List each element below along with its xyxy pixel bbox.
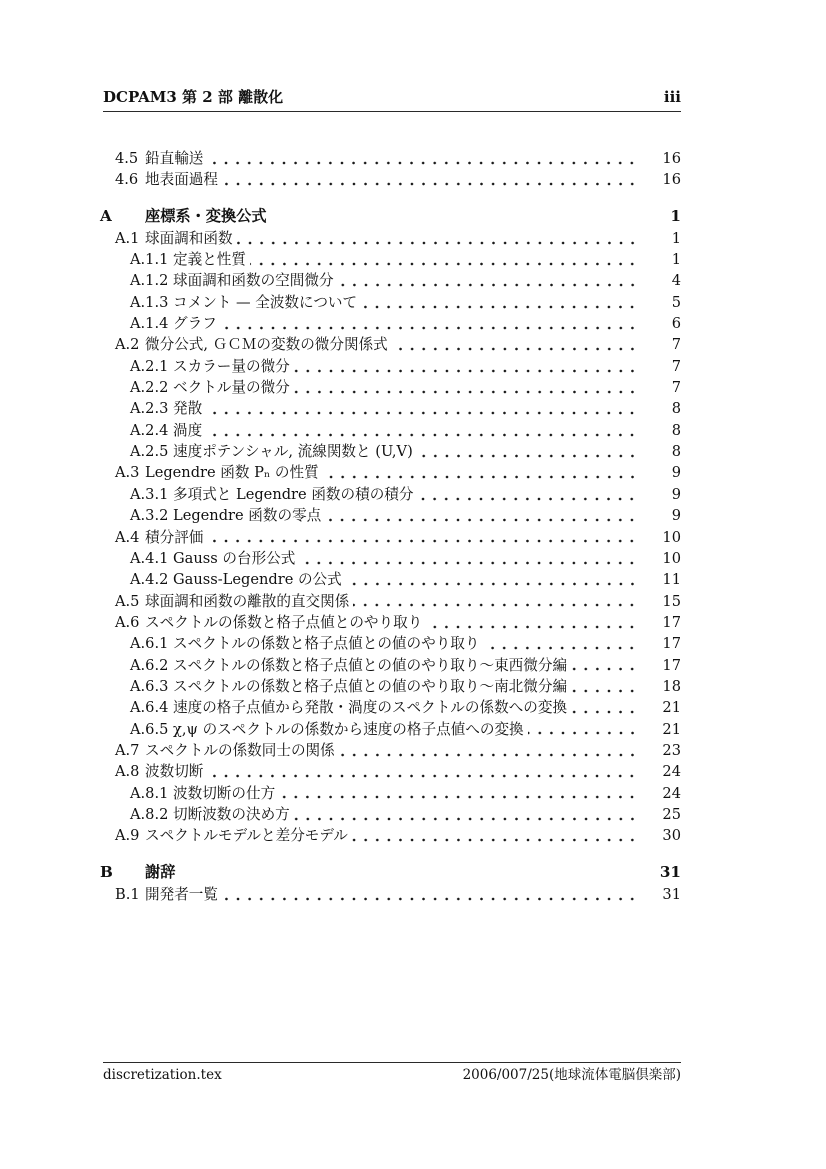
toc-entry[interactable] xyxy=(100,655,681,676)
toc-entry-title: χ,ψ のスペクトルの係数から速度の格子点値への変換 xyxy=(173,720,524,738)
toc-entry-number: 4.6 xyxy=(115,171,139,189)
toc-dot-leader-icon xyxy=(222,884,639,905)
toc-entry-number: A.5 xyxy=(115,592,140,610)
toc-dot-leader-icon xyxy=(571,697,639,718)
toc-entry-number: A.9 xyxy=(115,827,140,845)
toc-entry[interactable] xyxy=(100,676,681,697)
toc-dot-leader-icon xyxy=(250,249,639,270)
toc-entry[interactable] xyxy=(100,270,681,291)
toc-dot-leader-icon xyxy=(294,356,639,377)
toc-dot-leader-icon xyxy=(179,861,639,884)
toc-dot-leader-icon xyxy=(294,804,639,825)
toc-entry-page: 30 xyxy=(662,827,681,845)
toc-entry-title: 謝辞 xyxy=(145,862,176,881)
toc-entry[interactable] xyxy=(100,884,681,905)
toc-dot-leader-icon xyxy=(206,420,639,441)
toc-entry-page: 31 xyxy=(659,862,681,881)
toc-entry-title: 切断波数の決め方 xyxy=(173,805,290,823)
toc-entry-page: 7 xyxy=(671,357,681,375)
toc-entry-page: 5 xyxy=(671,293,681,311)
toc-entry-page: 8 xyxy=(671,443,681,461)
toc-entry-page: 17 xyxy=(662,613,681,631)
toc-entry-number: A.2.2 xyxy=(130,379,169,397)
toc-entry-number: A.3.2 xyxy=(130,507,169,525)
toc-entry[interactable] xyxy=(100,249,681,270)
toc-entry[interactable] xyxy=(100,334,681,355)
toc-entry-number: A.4.2 xyxy=(130,571,169,589)
toc-entry-page: 9 xyxy=(671,464,681,482)
toc-entry[interactable] xyxy=(100,740,681,761)
toc-dot-leader-icon xyxy=(221,313,639,334)
toc-entry[interactable] xyxy=(100,398,681,419)
toc-entry-page: 31 xyxy=(662,885,681,903)
toc-entry[interactable] xyxy=(100,697,681,718)
toc-entry[interactable] xyxy=(100,441,681,462)
toc-entry[interactable] xyxy=(100,804,681,825)
toc-entry-title: 地表面過程 xyxy=(145,171,218,189)
toc-entry[interactable] xyxy=(100,169,681,190)
toc-entry-number: A.7 xyxy=(115,741,140,759)
toc-entry[interactable] xyxy=(100,591,681,612)
toc-entry[interactable] xyxy=(100,205,681,228)
toc-dot-leader-icon xyxy=(299,548,639,569)
toc-entry-title: 積分評価 xyxy=(145,528,204,546)
toc-entry-number: A.1 xyxy=(115,229,140,247)
toc-entry[interactable] xyxy=(100,569,681,590)
toc-entry[interactable] xyxy=(100,761,681,782)
toc-dot-leader-icon xyxy=(294,377,639,398)
toc-entry-page: 8 xyxy=(671,421,681,439)
toc-entry-title: 多項式と Legendre 函数の積の積分 xyxy=(173,485,414,503)
toc-entry-number: A.6.5 xyxy=(130,720,169,738)
toc-entry-number: 4.5 xyxy=(115,150,139,167)
toc-entry-title: 球面調和函数 xyxy=(145,229,233,247)
toc-entry-number: A.2.4 xyxy=(130,421,169,439)
toc-entry-page: 18 xyxy=(662,677,681,695)
toc-dot-leader-icon xyxy=(339,740,639,761)
toc-entry-page: 7 xyxy=(671,379,681,397)
toc-entry-number: A.1.1 xyxy=(130,251,169,269)
toc-entry-page: 9 xyxy=(671,507,681,525)
toc-entry[interactable] xyxy=(100,505,681,526)
toc-entry-page: 21 xyxy=(662,720,681,738)
toc-entry-number: A.4.1 xyxy=(130,549,169,567)
toc-entry-number: B.1 xyxy=(115,885,140,903)
toc-entry-title: 発散 xyxy=(173,400,203,418)
toc-entry-title: 速度の格子点値から発散・渦度のスペクトルの係数への変換 xyxy=(173,699,568,717)
toc-entry-page: 23 xyxy=(662,741,681,759)
toc-entry-number: A.1.3 xyxy=(130,293,169,311)
toc-list xyxy=(100,148,681,905)
toc-entry[interactable] xyxy=(100,148,681,169)
toc-entry[interactable] xyxy=(100,719,681,740)
toc-entry-title: 鉛直輸送 xyxy=(145,150,204,167)
toc-dot-leader-icon xyxy=(417,484,639,505)
toc-entry[interactable] xyxy=(100,484,681,505)
toc-entry-page: 1 xyxy=(671,229,681,247)
toc-entry-page: 4 xyxy=(671,272,681,290)
header-title: DCPAM3 第 2 部 離散化 xyxy=(103,88,284,106)
toc-dot-leader-icon xyxy=(325,505,639,526)
toc-dot-leader-icon xyxy=(338,270,639,291)
toc-entry[interactable] xyxy=(100,313,681,334)
toc-entry[interactable] xyxy=(100,356,681,377)
toc-entry-number: A xyxy=(100,206,112,225)
toc-dot-leader-icon xyxy=(206,398,639,419)
toc-entry[interactable] xyxy=(100,462,681,483)
toc-entry-title: Gauss の台形公式 xyxy=(173,549,296,567)
toc-entry-number: A.2.3 xyxy=(130,400,169,418)
toc-entry-page: 10 xyxy=(662,549,681,567)
toc-entry-title: 渦度 xyxy=(173,421,203,439)
toc-entry-number: A.8 xyxy=(115,763,140,781)
toc-dot-leader-icon xyxy=(417,441,639,462)
toc-entry-number: A.6.3 xyxy=(130,677,169,695)
toc-entry-page: 1 xyxy=(670,206,681,225)
toc-entry-number: A.4 xyxy=(115,528,140,546)
toc-entry-title: コメント — 全波数について xyxy=(173,293,358,311)
toc-entry[interactable] xyxy=(100,527,681,548)
toc-entry-title: スペクトルの係数と格子点値との値のやり取り xyxy=(173,635,480,653)
toc-entry-title: Legendre 函数 Pₙ の性質 xyxy=(145,464,319,482)
toc-entry-number: A.3.1 xyxy=(130,485,169,503)
toc-entry-number: A.1.4 xyxy=(130,315,169,333)
toc-entry-title: ベクトル量の微分 xyxy=(173,379,290,397)
toc-entry-title: 開発者一覧 xyxy=(145,885,218,903)
toc-entry[interactable] xyxy=(100,548,681,569)
toc-entry-page: 17 xyxy=(662,635,681,653)
toc-entry[interactable] xyxy=(100,228,681,249)
toc-entry-page: 8 xyxy=(671,400,681,418)
toc-entry-title: 波数切断の仕方 xyxy=(173,784,276,802)
toc-entry-title: Legendre 函数の零点 xyxy=(173,507,322,525)
toc-entry-page: 6 xyxy=(671,315,681,333)
toc-entry-title: スペクトルの係数同士の関係 xyxy=(145,741,335,759)
page-footer xyxy=(103,1062,681,1083)
toc-entry[interactable] xyxy=(100,292,681,313)
toc-entry-number: B xyxy=(100,862,113,881)
toc-dot-leader-icon xyxy=(323,462,639,483)
toc-entry-number: A.6.2 xyxy=(130,656,169,674)
toc-entry-page: 7 xyxy=(671,336,681,354)
toc-dot-leader-icon xyxy=(571,655,639,676)
toc-entry-page: 15 xyxy=(662,592,681,610)
toc-dot-leader-icon xyxy=(392,334,639,355)
toc-entry[interactable] xyxy=(100,420,681,441)
toc-entry[interactable] xyxy=(100,633,681,654)
toc-entry-number: A.6.1 xyxy=(130,635,169,653)
toc-dot-leader-icon xyxy=(352,825,639,846)
toc-entry-title: 波数切断 xyxy=(145,763,204,781)
toc-entry-page: 9 xyxy=(671,485,681,503)
toc-entry-page: 16 xyxy=(662,150,681,167)
toc-entry-title: スペクトルの係数と格子点値との値のやり取り〜南北微分編 xyxy=(173,677,568,695)
toc-entry-number: A.6.4 xyxy=(130,699,169,717)
toc-entry-title: 球面調和函数の離散的直交関係 xyxy=(145,592,350,610)
toc-entry-page: 1 xyxy=(671,251,681,269)
toc-dot-leader-icon xyxy=(426,612,639,633)
toc-entry-page: 11 xyxy=(662,571,681,589)
toc-entry-page: 24 xyxy=(662,763,681,781)
toc-entry-page: 24 xyxy=(662,784,681,802)
toc-entry-title: Gauss-Legendre の公式 xyxy=(173,571,342,589)
header-page-number: iii xyxy=(663,88,681,106)
toc-entry-page: 17 xyxy=(662,656,681,674)
toc-entry-title: グラフ xyxy=(173,315,217,333)
toc-entry-page: 21 xyxy=(662,699,681,717)
toc-dot-leader-icon xyxy=(353,591,639,612)
toc-entry-number: A.8.2 xyxy=(130,805,169,823)
toc-dot-leader-icon xyxy=(528,719,639,740)
toc-entry-number: A.3 xyxy=(115,464,140,482)
toc-entry-title: スペクトルの係数と格子点値との値のやり取り〜東西微分編 xyxy=(173,656,568,674)
toc-dot-leader-icon xyxy=(207,148,639,169)
toc-dot-leader-icon xyxy=(346,569,639,590)
toc-dot-leader-icon xyxy=(361,292,639,313)
toc-dot-leader-icon xyxy=(483,633,639,654)
footer-filename: discretization.tex xyxy=(103,1067,222,1083)
page-header xyxy=(103,90,681,112)
toc-entry-title: 球面調和函数の空間微分 xyxy=(173,272,334,290)
toc-entry-title: スカラー量の微分 xyxy=(173,357,290,375)
toc-entry-title: 微分公式, ＧＣＭの変数の微分関係式 xyxy=(145,336,388,354)
toc-entry-number: A.2.5 xyxy=(130,443,169,461)
toc-entry-title: 座標系・変換公式 xyxy=(145,206,267,225)
toc-dot-leader-icon xyxy=(279,783,639,804)
toc-dot-leader-icon xyxy=(207,761,639,782)
toc-entry-page: 10 xyxy=(662,528,681,546)
toc-entry[interactable] xyxy=(100,377,681,398)
toc-entry[interactable] xyxy=(100,861,681,884)
toc-entry-number: A.6 xyxy=(115,613,140,631)
toc-entry[interactable] xyxy=(100,783,681,804)
toc-dot-leader-icon xyxy=(222,169,639,190)
toc-entry-title: 定義と性質 xyxy=(173,251,246,269)
toc-entry[interactable] xyxy=(100,825,681,846)
toc-entry-number: A.8.1 xyxy=(130,784,169,802)
toc-dot-leader-icon xyxy=(571,676,639,697)
toc-entry-page: 25 xyxy=(662,805,681,823)
toc-entry-title: スペクトルモデルと差分モデル xyxy=(145,827,348,845)
toc-entry-title: 速度ポテンシャル, 流線関数と (U,V) xyxy=(173,443,413,461)
toc-dot-leader-icon xyxy=(237,228,639,249)
toc-entry-page: 16 xyxy=(662,171,681,189)
toc-dot-leader-icon xyxy=(271,205,640,228)
toc-dot-leader-icon xyxy=(207,527,639,548)
toc-entry-title: スペクトルの係数と格子点値とのやり取り xyxy=(145,613,423,631)
toc-entry-number: A.2.1 xyxy=(130,357,169,375)
toc-entry-number: A.2 xyxy=(115,336,140,354)
toc-entry[interactable] xyxy=(100,612,681,633)
footer-date-credit: 2006/007/25(地球流体電脳倶楽部) xyxy=(462,1067,681,1083)
toc-entry-number: A.1.2 xyxy=(130,272,169,290)
